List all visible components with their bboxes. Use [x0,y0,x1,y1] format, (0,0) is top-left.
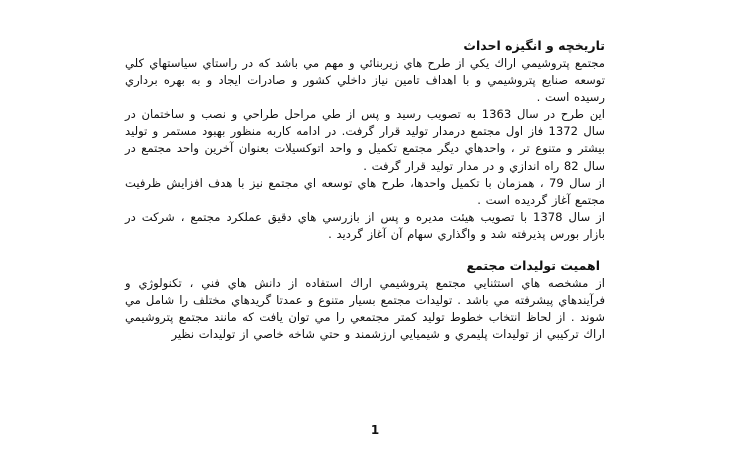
paragraph: اين طرح در سال 1363 به تصويب رسيد و پس از طي مراحل طراحي و نصب و ساختمان در سال 1372 فاز اول مجتمع درمدار توليد قرار گرفت. در ادامه كاربه منظور بهبود مستمر و توليد بيشتر و متنوع تر ، واحدهاي ديگر مجتمع تكميل و واحد اتوكسيلات بعنوان آخرين واحد مجتمع در سال 82 راه اندازي و در مدار توليد قرار گرفت . [125,107,605,173]
page-number: 1 [370,423,380,437]
section-heading-history: تاريخچه و انگيزه احداث [463,38,605,53]
document-body [125,37,605,343]
paragraph: مجتمع پتروشيمي اراك يكي از طرح هاي زيربنائي و مهم مي باشد كه در راستاي سياستهاي كلي توسعه صنايع پتروشيمي و با اهداف تامين نياز داخلي كشور و صادرات ايجاد و به بهره برداري رسيده است . [125,56,605,105]
paragraph: از مشخصه هاي استثنايي مجتمع پتروشيمي اراك استفاده از دانش هاي فني ، تكنولوژي و فرآيندهاي پيشرفته مي باشد . توليدات مجتمع بسيار متنوع و عمدتا گريدهاي مختلف را شامل مي شوند . از لحاظ انتخاب خطوط توليد كمتر مجتمعي را مي توان يافت كه مانند مجتمع پتروشيمي اراك تركيبي از توليدات پليمري و شيميايي ارزشمند و حتي شاخه خاصي از توليدات نظير [125,276,605,342]
paragraph: از سال 79 ، همزمان با تكميل واحدها، طرح هاي توسعه اي مجتمع نيز با هدف افزايش ظرفيت مجتمع آغاز گرديده است . [125,175,605,207]
paragraph: از سال 1378 با تصويب هيئت مديره و پس از بازرسي هاي دقيق عملكرد مجتمع ، شركت در بازار بورس پذيرفته شد و واگذاري سهام آن آغاز گرديد . [125,209,605,241]
section-spacer [125,243,605,257]
section-heading-importance: اهميت توليدات مجتمع [466,258,600,274]
